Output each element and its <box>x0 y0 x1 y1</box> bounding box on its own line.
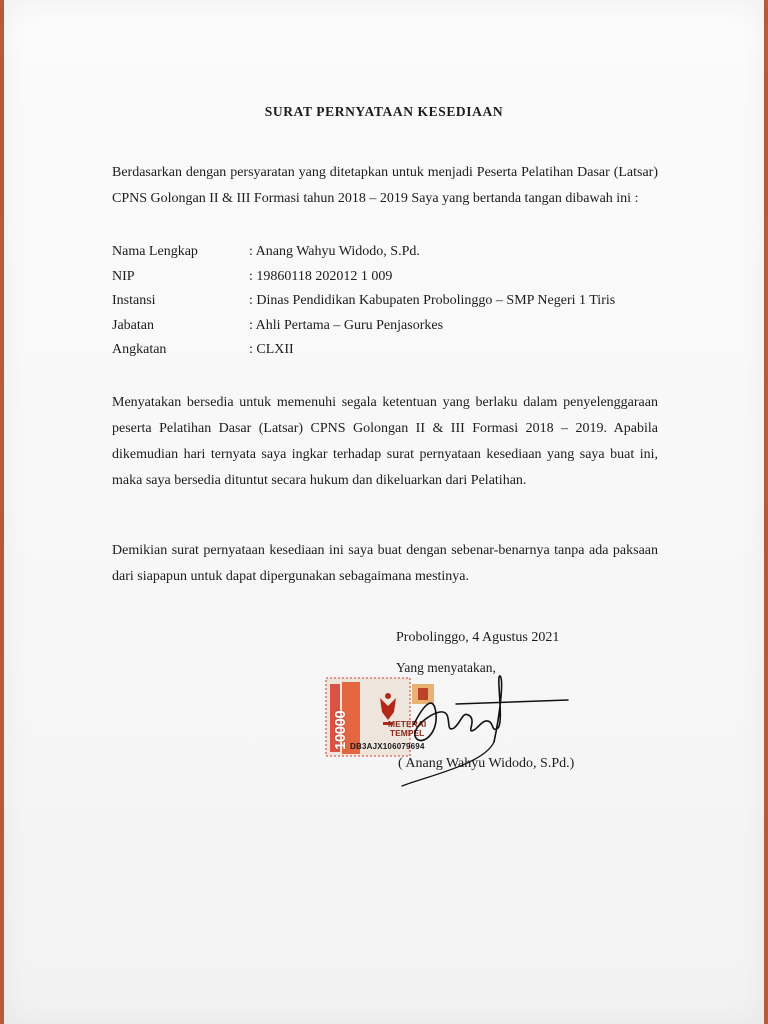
field-label: NIP <box>112 268 135 284</box>
signature-mark <box>344 664 584 794</box>
meterai-denomination: 10000 <box>332 710 349 750</box>
field-label: Instansi <box>112 293 156 308</box>
field-label: Nama Lengkap <box>112 244 198 259</box>
meterai-serial: DB3AJX106079694 <box>350 742 425 751</box>
field-label: Angkatan <box>112 342 167 357</box>
field-row-angkatan <box>112 338 672 363</box>
intro-paragraph <box>112 160 658 212</box>
meterai-label: METERAI TEMPEL <box>388 719 427 738</box>
document-page <box>4 0 764 1024</box>
field-row-instansi <box>112 289 672 314</box>
field-row-name <box>112 240 672 265</box>
field-value: : Anang Wahyu Widodo, S.Pd. <box>249 244 420 259</box>
intro-text: Berdasarkan dengan persyaratan yang ditetapkan untuk menjadi Peserta Pelatihan Dasar (Latsar) CPNS Golongan II & III Formasi tahun 2018 – 2019 Saya yang bertanda tangan dibawah ini : <box>112 165 658 206</box>
field-value: : Ahli Pertama – Guru Penjasorkes <box>249 317 444 333</box>
signer-name: ( Anang Wahyu Widodo, S.Pd.) <box>398 756 575 771</box>
place-date: Probolinggo, 4 Agustus 2021 <box>396 630 560 645</box>
field-value: : Dinas Pendidikan Kabupaten Probolinggo – SMP Negeri 1 Tiris <box>249 293 616 308</box>
closing-phrase: Yang menyatakan, <box>396 660 496 675</box>
field-row-jabatan <box>112 314 672 339</box>
field-label: Jabatan <box>112 317 154 333</box>
field-value: : CLXII <box>249 342 294 357</box>
document-title: SURAT PERNYATAAN KESEDIAAN <box>264 104 504 119</box>
identity-fields <box>112 240 672 363</box>
statement-paragraph <box>112 390 658 494</box>
closing-paragraph <box>112 538 658 590</box>
statement-text: Menyatakan bersedia untuk memenuhi segala ketentuan yang berlaku dalam penyelenggaraan peserta Pelatihan Dasar (Latsar) CPNS Golongan II & III Formasi 2018 – 2019. Apabila dikemudian hari ternyata saya ingkar terhadap surat pernyataan kesediaan yang saya buat ini, maka saya bersedia dituntut secara hukum dan dikeluarkan dari Pelatihan. <box>112 395 658 488</box>
field-value: : 19860118 202012 1 009 <box>249 268 393 284</box>
field-row-nip <box>112 265 672 290</box>
closing-paragraph-text: Demikian surat pernyataan kesediaan ini saya buat dengan sebenar-benarnya tanpa ada paksaan dari siapapun untuk dapat dipergunakan sebagaimana mestinya. <box>112 543 658 584</box>
